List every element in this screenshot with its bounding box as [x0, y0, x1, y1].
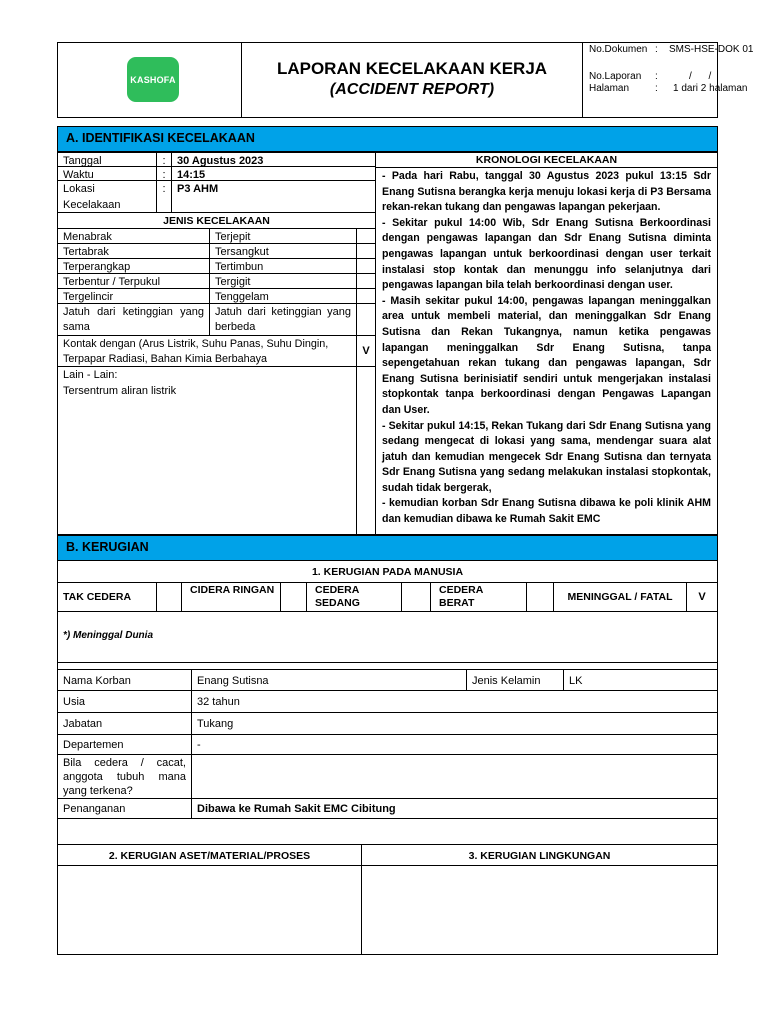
kronologi-panel: [375, 152, 718, 535]
jenis-left: Menabrak: [57, 228, 210, 244]
meta-sep: :: [655, 44, 658, 55]
label-nama-korban: Nama Korban: [57, 669, 192, 691]
row-spacer: [57, 818, 718, 845]
meta-value: / /: [689, 71, 712, 82]
check-box: [356, 258, 376, 274]
jenis-right: Tergigit: [209, 273, 357, 289]
kerugian-lingkungan-body: [361, 865, 718, 955]
meta-value: SMS-HSE-DOK 01: [669, 44, 754, 55]
lain-value: Tersentrum aliran listrik: [63, 385, 177, 397]
kronologi-paragraph: - Pada hari Rabu, tanggal 30 Agustus 2023 pukul 13:15 Sdr Enang Sutisna berangka kerja menuju lokasi kerja di P3 Bersama rekan-rekan tukang dan pengawas lapangan pekerjaan.: [382, 170, 711, 214]
value-usia: 32 tahun: [191, 690, 718, 713]
kontak-mark: V: [356, 335, 376, 367]
sep: :: [156, 152, 172, 167]
jenis-kecelakaan-title: JENIS KECELAKAAN: [57, 212, 376, 229]
sep: :: [156, 166, 172, 181]
jenis-right: Jatuh dari ketinggian yang berbeda: [209, 303, 357, 336]
category-cidera-ringan: CIDERA RINGAN: [181, 582, 281, 612]
kronologi-paragraph: - Sekitar pukul 14:00 Wib, Sdr Enang Sutisna Berkoordinasi dengan pengawas lapangan dan Sdr Enang Sutisna diminta pengawas lapangan untuk berkoordinasi dengan user terkait instalasi stop kontak dan menunggu info selanjutnya dari pengawas lapangan bila telah berkoordinasi dengan user.: [382, 216, 711, 292]
category-mark: V: [686, 582, 718, 612]
category-mark: [526, 582, 554, 612]
label-tanggal: Tanggal: [57, 152, 157, 167]
jenis-right: Tersangkut: [209, 243, 357, 259]
value-lokasi: P3 AHM: [171, 180, 376, 213]
meta-value: 1 dari 2 halaman: [673, 83, 748, 94]
kronologi-paragraph: - kemudian korban Sdr Enang Sutisna dibawa ke poli klinik AHM dan kemudian dibawa ke Rumah Sakit EMC: [382, 497, 711, 526]
note-cell: [57, 611, 718, 663]
category-mark: [280, 582, 307, 612]
label-departemen: Departemen: [57, 734, 192, 755]
sep: :: [156, 180, 172, 213]
check-box: [356, 366, 376, 535]
value-cedera-anggota: [191, 754, 718, 799]
document-meta: [583, 43, 754, 117]
category-tak-cedera: TAK CEDERA: [57, 582, 157, 612]
jenis-left: Tergelincir: [57, 288, 210, 304]
category-cedera-sedang: CEDERA SEDANG: [306, 582, 402, 612]
jenis-right: Tenggelam: [209, 288, 357, 304]
meta-key: Halaman: [589, 83, 630, 94]
logo-cell: [58, 43, 242, 117]
kerugian-manusia-title: 1. KERUGIAN PADA MANUSIA: [311, 566, 464, 578]
label-penanganan: Penanganan: [57, 798, 192, 819]
jenis-left: Jatuh dari ketinggian yang sama: [57, 303, 210, 336]
value-penanganan: Dibawa ke Rumah Sakit EMC Cibitung: [191, 798, 718, 819]
meta-key: No.Dokumen: [589, 44, 648, 55]
value-jenis-kelamin: LK: [563, 669, 718, 691]
report-header: [57, 42, 754, 118]
section-a-title: A. IDENTIFIKASI KECELAKAAN: [57, 126, 718, 152]
value-waktu: 14:15: [171, 166, 376, 181]
category-mark: [156, 582, 182, 612]
category-meninggal: MENINGGAL / FATAL: [553, 582, 687, 612]
value-jabatan: Tukang: [191, 712, 718, 735]
meta-key: No.Laporan: [589, 71, 642, 82]
label-jabatan: Jabatan: [57, 712, 192, 735]
category-cedera-berat: CEDERA BERAT: [430, 582, 527, 612]
kerugian-lingkungan-title: 3. KERUGIAN LINGKUNGAN: [361, 844, 718, 866]
value-nama-korban: Enang Sutisna: [191, 669, 467, 691]
label-jenis-kelamin: Jenis Kelamin: [466, 669, 564, 691]
company-logo: KASHOFA: [127, 57, 179, 102]
value-tanggal: 30 Agustus 2023: [171, 152, 376, 167]
kronologi-text: [376, 168, 717, 528]
kronologi-paragraph: - Sekitar pukul 14:15, Rekan Tukang dari Sdr Enang Sutisna yang sedang mengecat di lokasi yang sama, mendengar suara alat jatuh dan kemudian mengecek Sdr Enang Sutisna dan ternyata Sdr Enang Sutisna yang sedang melakukan instalasi stopkontak, sudah tidak bergerak,: [382, 419, 711, 494]
section-b-title: B. KERUGIAN: [57, 535, 718, 561]
lain-label: Lain - Lain:: [63, 369, 118, 381]
meta-sep: :: [655, 71, 658, 82]
kerugian-aset-body: [57, 865, 362, 955]
report-title: LAPORAN KECELAKAAN KERJA: [276, 59, 548, 78]
check-box: [356, 273, 376, 289]
jenis-left: Terperangkap: [57, 258, 210, 274]
label-usia: Usia: [57, 690, 192, 713]
check-box: [356, 288, 376, 304]
report-subtitle: (ACCIDENT REPORT): [329, 81, 495, 98]
note-text: *) Meninggal Dunia: [63, 630, 153, 641]
label-waktu: Waktu: [57, 166, 157, 181]
kontak-label: Kontak dengan (Arus Listrik, Suhu Panas, Suhu Dingin, Terpapar Radiasi, Bahan Kimia Berbahaya: [57, 335, 357, 367]
kronologi-paragraph: - Masih sekitar pukul 14:00, pengawas lapangan meninggalkan area untuk membeli material, dan meninggalkan Sdr Enang Sutisna dan Rekan Tukangnya, namun ketika pengawas lapangan meninggalkan Sdr Enang Sutisna, tanpa sepengetahuan rekan tukang dan pengawas lapangan, Sdr Enang Sutisna berinisiatif sendiri untuk mengerjakan instalasi stopkontak tanpa berkoordinasi dengan Pengawas Lapangan dan User.: [382, 294, 711, 416]
title-cell: [242, 43, 583, 117]
check-box: [356, 243, 376, 259]
category-mark: [401, 582, 431, 612]
check-box: [356, 303, 376, 336]
jenis-right: Terjepit: [209, 228, 357, 244]
jenis-right: Tertimbun: [209, 258, 357, 274]
kerugian-aset-title: 2. KERUGIAN ASET/MATERIAL/PROSES: [57, 844, 362, 866]
kronologi-title: KRONOLOGI KECELAKAAN: [376, 153, 717, 168]
check-box: [356, 228, 376, 244]
label-lokasi: Lokasi Kecelakaan: [57, 180, 157, 213]
jenis-left: Terbentur / Terpukul: [57, 273, 210, 289]
lain-cell: [57, 366, 357, 535]
value-departemen: -: [191, 734, 718, 755]
meta-sep: :: [655, 83, 658, 94]
label-cedera-anggota: Bila cedera / cacat, anggota tubuh mana yang terkena?: [57, 754, 192, 799]
jenis-left: Tertabrak: [57, 243, 210, 259]
